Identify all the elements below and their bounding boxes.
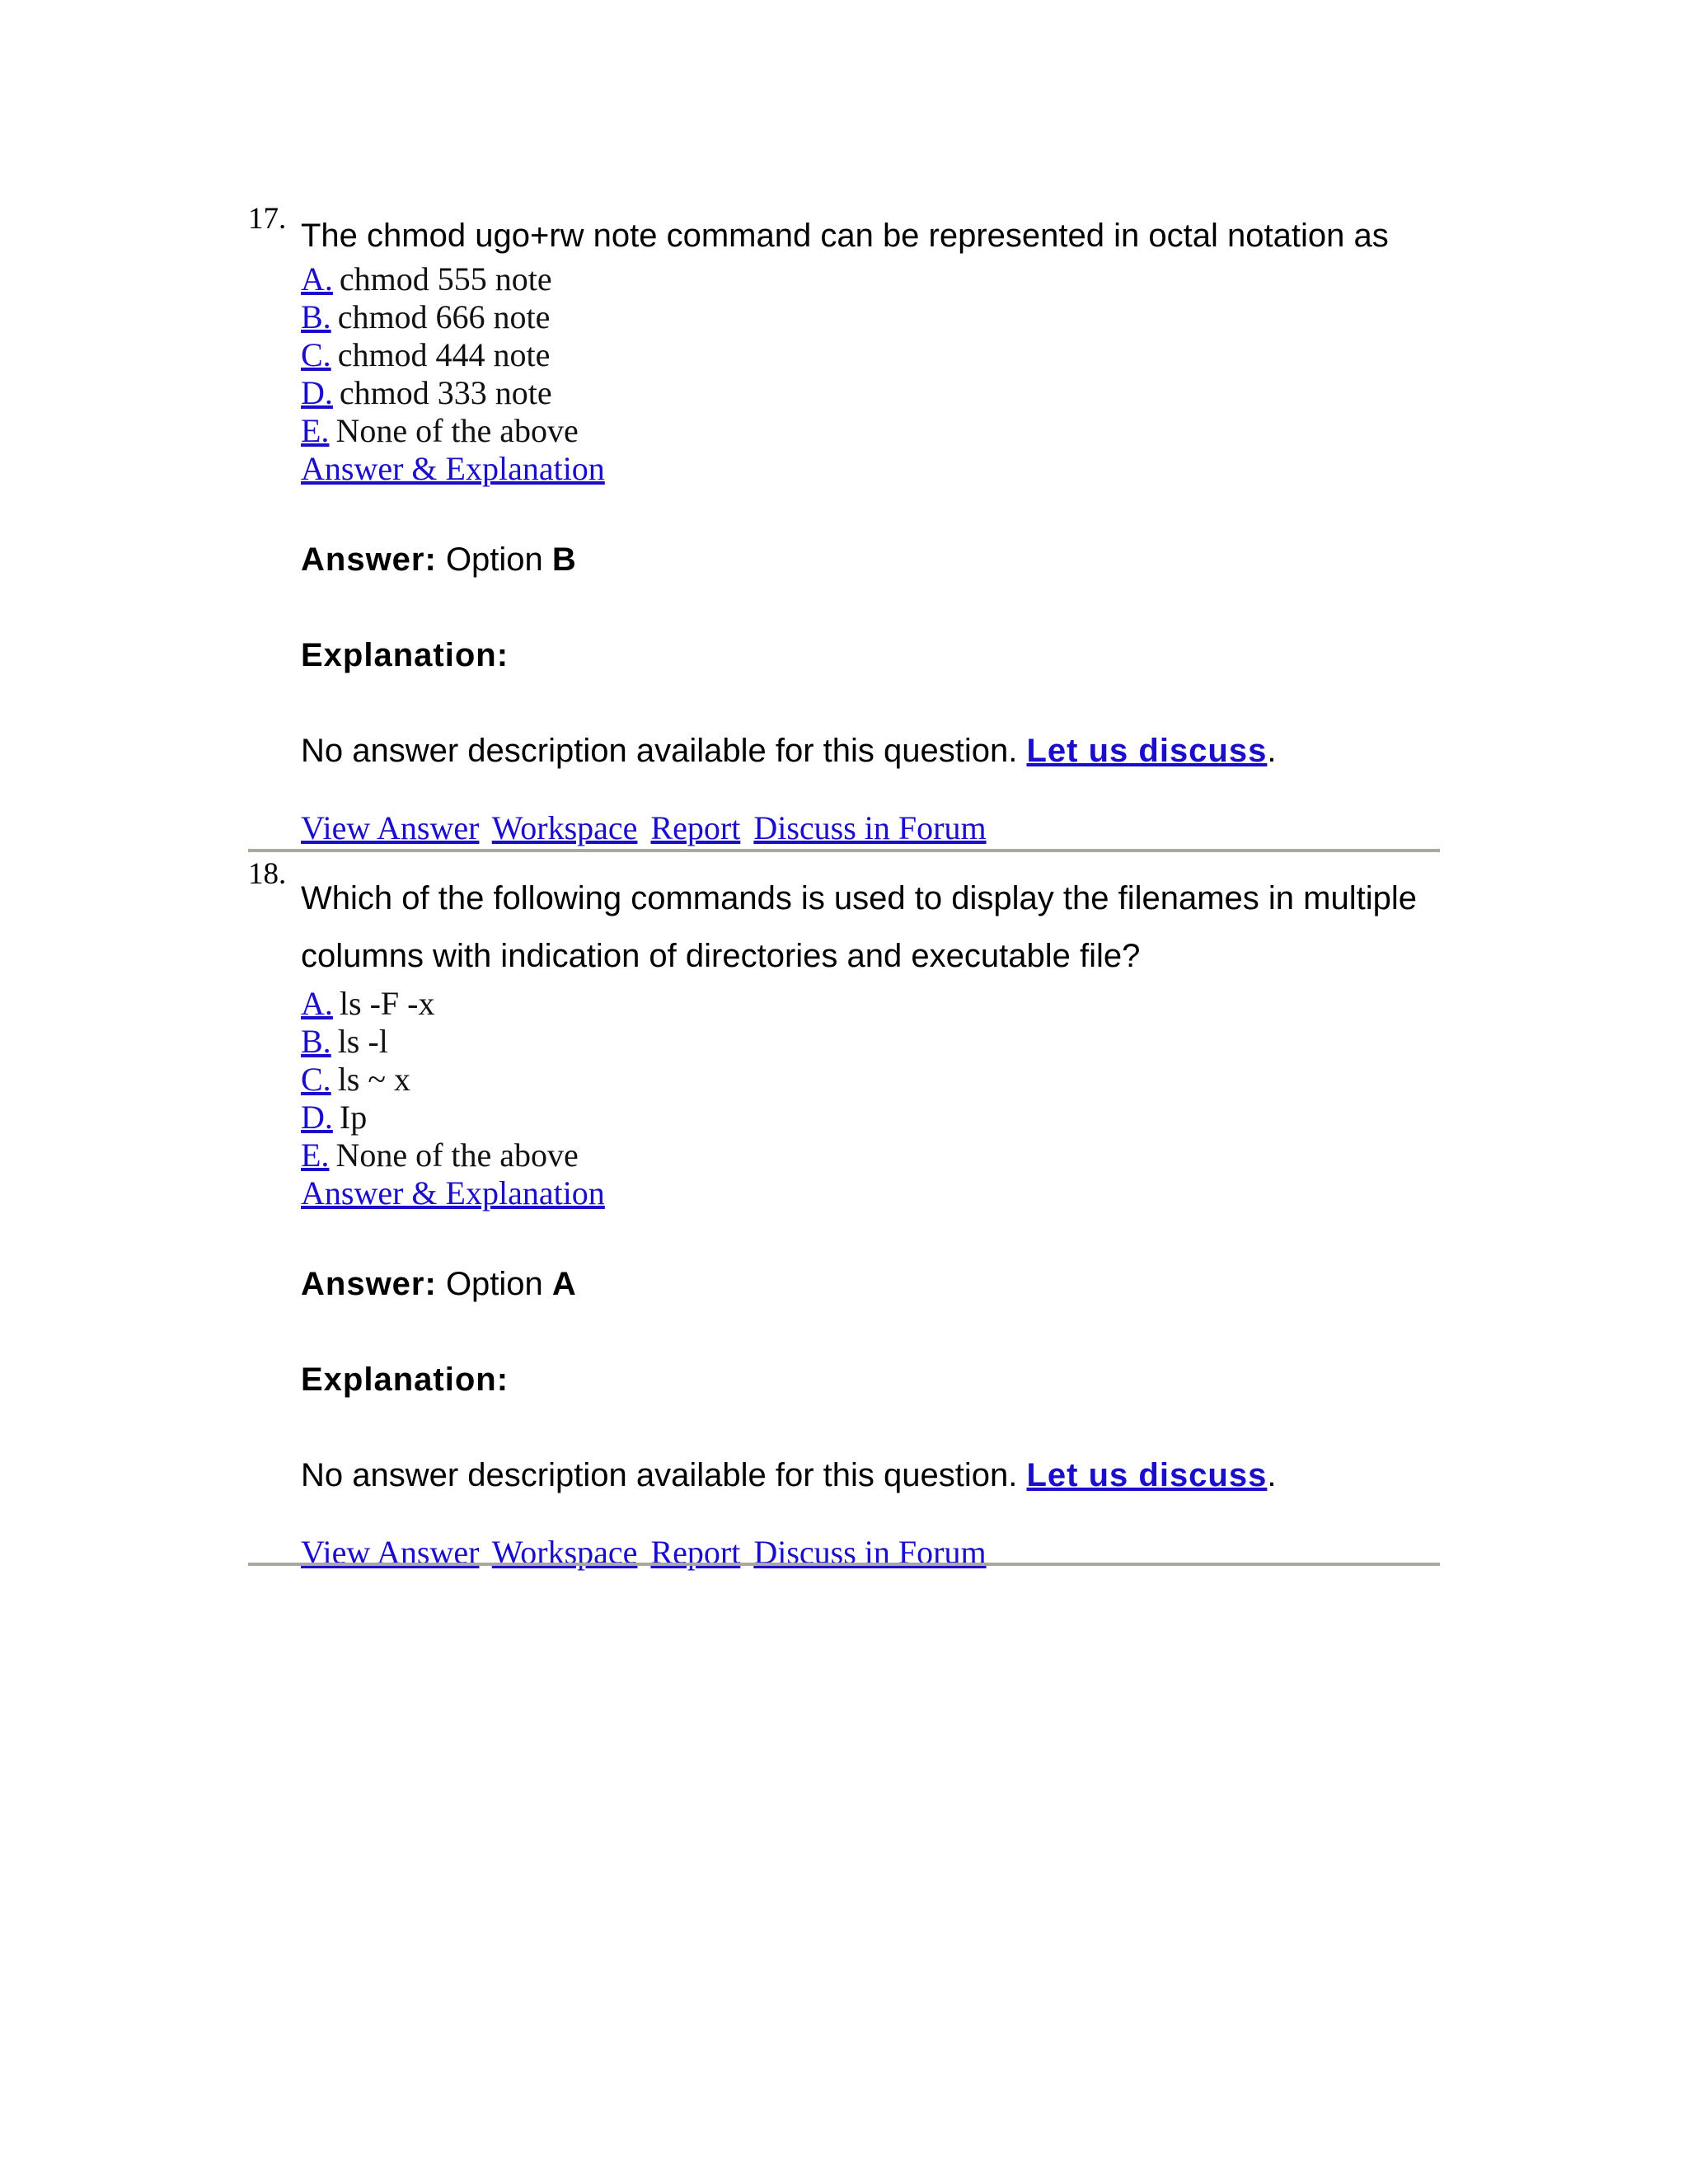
option-b-text: ls -l xyxy=(337,1023,388,1060)
option-b xyxy=(301,298,1440,336)
option-c-link[interactable]: C. xyxy=(301,1061,331,1098)
option-e-text: None of the above xyxy=(335,412,579,449)
report-link[interactable]: Report xyxy=(650,809,741,846)
let-us-discuss-link[interactable]: Let us discuss xyxy=(1026,1457,1268,1493)
option-b xyxy=(301,1023,1440,1061)
option-a xyxy=(301,985,1440,1023)
question-body xyxy=(301,858,1440,1572)
option-c-text: chmod 444 note xyxy=(337,336,551,373)
option-d xyxy=(301,1099,1440,1137)
explanation-text xyxy=(301,730,1440,771)
answer-label: Answer: xyxy=(301,1266,437,1302)
option-list xyxy=(301,985,1440,1174)
question-body xyxy=(301,203,1440,847)
option-d xyxy=(301,374,1440,412)
option-a xyxy=(301,260,1440,298)
option-b-link[interactable]: B. xyxy=(301,298,331,335)
answer-label: Answer: xyxy=(301,541,437,578)
workspace-link[interactable]: Workspace xyxy=(491,1534,638,1571)
question-footer-links xyxy=(301,809,1440,847)
answer-line xyxy=(301,539,1440,580)
answer-explanation-link[interactable]: Answer & Explanation xyxy=(301,1174,605,1212)
option-d-text: chmod 333 note xyxy=(339,374,552,411)
option-c-text: ls ~ x xyxy=(337,1061,411,1098)
question-text: Which of the following commands is used to display the filenames in multiple columns with indication of directories and executable file? xyxy=(301,880,1417,974)
question-text: The chmod ugo+rw note command can be represented in octal notation as xyxy=(301,218,1389,254)
option-b-text: chmod 666 note xyxy=(337,298,551,335)
option-list xyxy=(301,260,1440,450)
report-link[interactable]: Report xyxy=(650,1534,741,1571)
option-e xyxy=(301,1137,1440,1174)
option-a-text: chmod 555 note xyxy=(339,260,552,298)
explanation-suffix: . xyxy=(1267,1457,1277,1493)
answer-prefix: Option xyxy=(445,1266,543,1302)
question-number: 18. xyxy=(248,857,287,891)
explanation-text xyxy=(301,1455,1440,1496)
option-c-link[interactable]: C. xyxy=(301,336,331,373)
discuss-in-forum-link[interactable]: Discuss in Forum xyxy=(753,809,987,846)
view-answer-link[interactable]: View Answer xyxy=(301,1534,480,1571)
option-e-text: None of the above xyxy=(335,1137,579,1174)
answer-prefix: Option xyxy=(445,541,543,578)
question-number: 17. xyxy=(248,202,287,236)
option-a-link[interactable]: A. xyxy=(301,985,333,1022)
option-a-text: ls -F -x xyxy=(339,985,435,1022)
option-c xyxy=(301,336,1440,374)
workspace-link[interactable]: Workspace xyxy=(491,809,638,846)
option-c xyxy=(301,1061,1440,1099)
view-answer-link[interactable]: View Answer xyxy=(301,809,480,846)
explanation-body: No answer description available for this question. xyxy=(301,733,1018,769)
answer-explanation-link[interactable]: Answer & Explanation xyxy=(301,450,605,487)
answer-line xyxy=(301,1263,1440,1305)
option-d-link[interactable]: D. xyxy=(301,374,333,411)
divider xyxy=(248,849,1440,852)
explanation-heading: Explanation: xyxy=(301,1361,509,1398)
option-e-link[interactable]: E. xyxy=(301,1137,330,1174)
answer-option: A xyxy=(551,1266,576,1302)
discuss-in-forum-link[interactable]: Discuss in Forum xyxy=(753,1534,987,1571)
option-a-link[interactable]: A. xyxy=(301,260,333,298)
option-e xyxy=(301,412,1440,450)
option-b-link[interactable]: B. xyxy=(301,1023,331,1060)
option-e-link[interactable]: E. xyxy=(301,412,330,449)
explanation-heading: Explanation: xyxy=(301,637,509,673)
option-d-text: Ip xyxy=(339,1099,368,1136)
explanation-body: No answer description available for this question. xyxy=(301,1457,1018,1493)
option-d-link[interactable]: D. xyxy=(301,1099,333,1136)
divider xyxy=(248,1563,1440,1566)
answer-option: B xyxy=(551,541,576,578)
let-us-discuss-link[interactable]: Let us discuss xyxy=(1026,733,1268,769)
explanation-suffix: . xyxy=(1267,733,1277,769)
question-footer-links xyxy=(301,1534,1440,1572)
